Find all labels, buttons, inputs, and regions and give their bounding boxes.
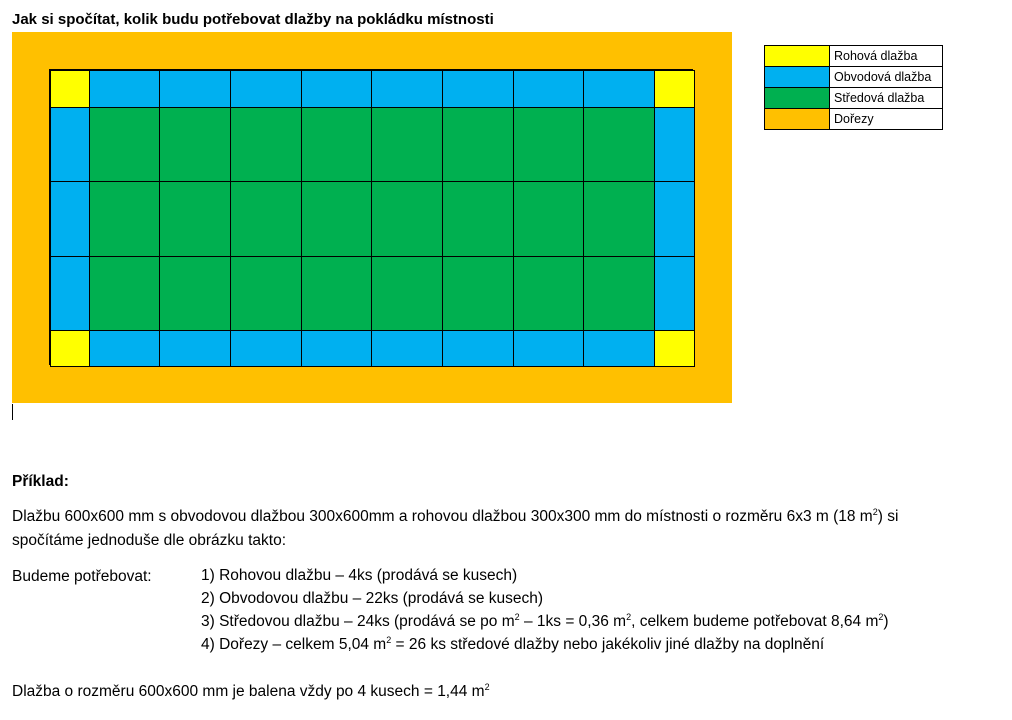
center-tile (583, 256, 655, 331)
edge-tile (654, 181, 695, 257)
center-tile (371, 256, 443, 331)
edge-tile (50, 107, 90, 182)
edge-tile (301, 70, 372, 108)
packing-text: Dlažba o rozměru 600x600 mm je balena vždy po 4 kusech = 1,44 m (12, 683, 485, 700)
center-tile (230, 181, 302, 257)
list-item-cuts (201, 634, 824, 657)
center-tile (230, 107, 302, 182)
page-title: Jak si spočítat, kolik budu potřebovat dlažby na pokládku místnosti (12, 11, 494, 28)
need-label: Budeme potřebovat: (12, 568, 152, 585)
list-item-edge: 2) Obvodovou dlažbu – 22ks (prodává se kusech) (201, 590, 544, 607)
center-tile (301, 107, 372, 182)
corner-tile (654, 70, 695, 108)
corner-tile (50, 70, 90, 108)
edge-tile (513, 330, 584, 367)
center-tile (583, 181, 655, 257)
legend-row-corner (765, 46, 943, 67)
center-tile (513, 107, 584, 182)
text-cursor (12, 404, 13, 420)
center-tile (159, 256, 231, 331)
edge-tile (230, 70, 302, 108)
item3-b: – 1ks = 0,36 m (519, 613, 627, 630)
packing-sup: 2 (484, 681, 490, 692)
legend-swatch-corner (765, 46, 830, 67)
legend-swatch-cuts (765, 109, 830, 130)
center-tile (513, 256, 584, 331)
edge-tile (89, 330, 160, 367)
legend-row-center (765, 88, 943, 109)
item3-a: 3) Středovou dlažbu – 24ks (prodává se po m (201, 613, 515, 630)
edge-tile (654, 256, 695, 331)
edge-tile (654, 107, 695, 182)
legend-swatch-center (765, 88, 830, 109)
item3-sup1: 2 (514, 611, 520, 622)
edge-tile (159, 70, 231, 108)
item4-a: 4) Dořezy – celkem 5,04 m (201, 636, 387, 653)
edge-tile (583, 330, 655, 367)
edge-tile (442, 330, 514, 367)
intro-text: Dlažbu 600x600 mm s obvodovou dlažbou 300x600mm a rohovou dlažbou 300x300 mm do místnosti o rozměru 6x3 m (18 m (12, 508, 873, 525)
center-tile (89, 256, 160, 331)
legend-label-edge: Obvodová dlažba (830, 67, 943, 88)
legend (764, 45, 943, 130)
center-tile (159, 181, 231, 257)
center-tile (371, 181, 443, 257)
edge-tile (50, 256, 90, 331)
edge-tile (159, 330, 231, 367)
intro-sup: 2 (872, 506, 878, 517)
tiling-diagram (12, 32, 732, 403)
edge-tile (513, 70, 584, 108)
item4-sup1: 2 (386, 634, 392, 645)
edge-tile (89, 70, 160, 108)
center-tile (442, 107, 514, 182)
legend-label-corner: Rohová dlažba (830, 46, 943, 67)
edge-tile (50, 181, 90, 257)
center-tile (371, 107, 443, 182)
edge-tile (583, 70, 655, 108)
edge-tile (371, 70, 443, 108)
center-tile (442, 256, 514, 331)
list-item-center (201, 611, 889, 634)
corner-tile (50, 330, 90, 367)
center-tile (583, 107, 655, 182)
intro-text-end: ) si (877, 508, 899, 525)
center-tile (89, 181, 160, 257)
tile-grid (49, 69, 693, 365)
item3-sup2: 2 (626, 611, 632, 622)
item3-d: ) (883, 613, 889, 630)
list-item-corner: 1) Rohovou dlažbu – 4ks (prodává se kusech) (201, 567, 518, 584)
example-intro-line2: spočítáme jednoduše dle obrázku takto: (12, 532, 287, 549)
legend-row-edge (765, 67, 943, 88)
center-tile (230, 256, 302, 331)
center-tile (301, 256, 372, 331)
example-intro-line1 (12, 505, 898, 528)
item3-c: , celkem budeme potřebovat 8,64 m (631, 613, 879, 630)
edge-tile (371, 330, 443, 367)
corner-tile (654, 330, 695, 367)
center-tile (89, 107, 160, 182)
example-heading: Příklad: (12, 473, 69, 490)
packing-note (12, 680, 490, 703)
edge-tile (442, 70, 514, 108)
legend-label-center: Středová dlažba (830, 88, 943, 109)
center-tile (442, 181, 514, 257)
center-tile (301, 181, 372, 257)
legend-label-cuts: Dořezy (830, 109, 943, 130)
item4-b: = 26 ks středové dlažby nebo jakékoliv jiné dlažby na doplnění (391, 636, 825, 653)
legend-swatch-edge (765, 67, 830, 88)
legend-row-cuts (765, 109, 943, 130)
item3-sup3: 2 (878, 611, 884, 622)
center-tile (513, 181, 584, 257)
edge-tile (301, 330, 372, 367)
edge-tile (230, 330, 302, 367)
center-tile (159, 107, 231, 182)
